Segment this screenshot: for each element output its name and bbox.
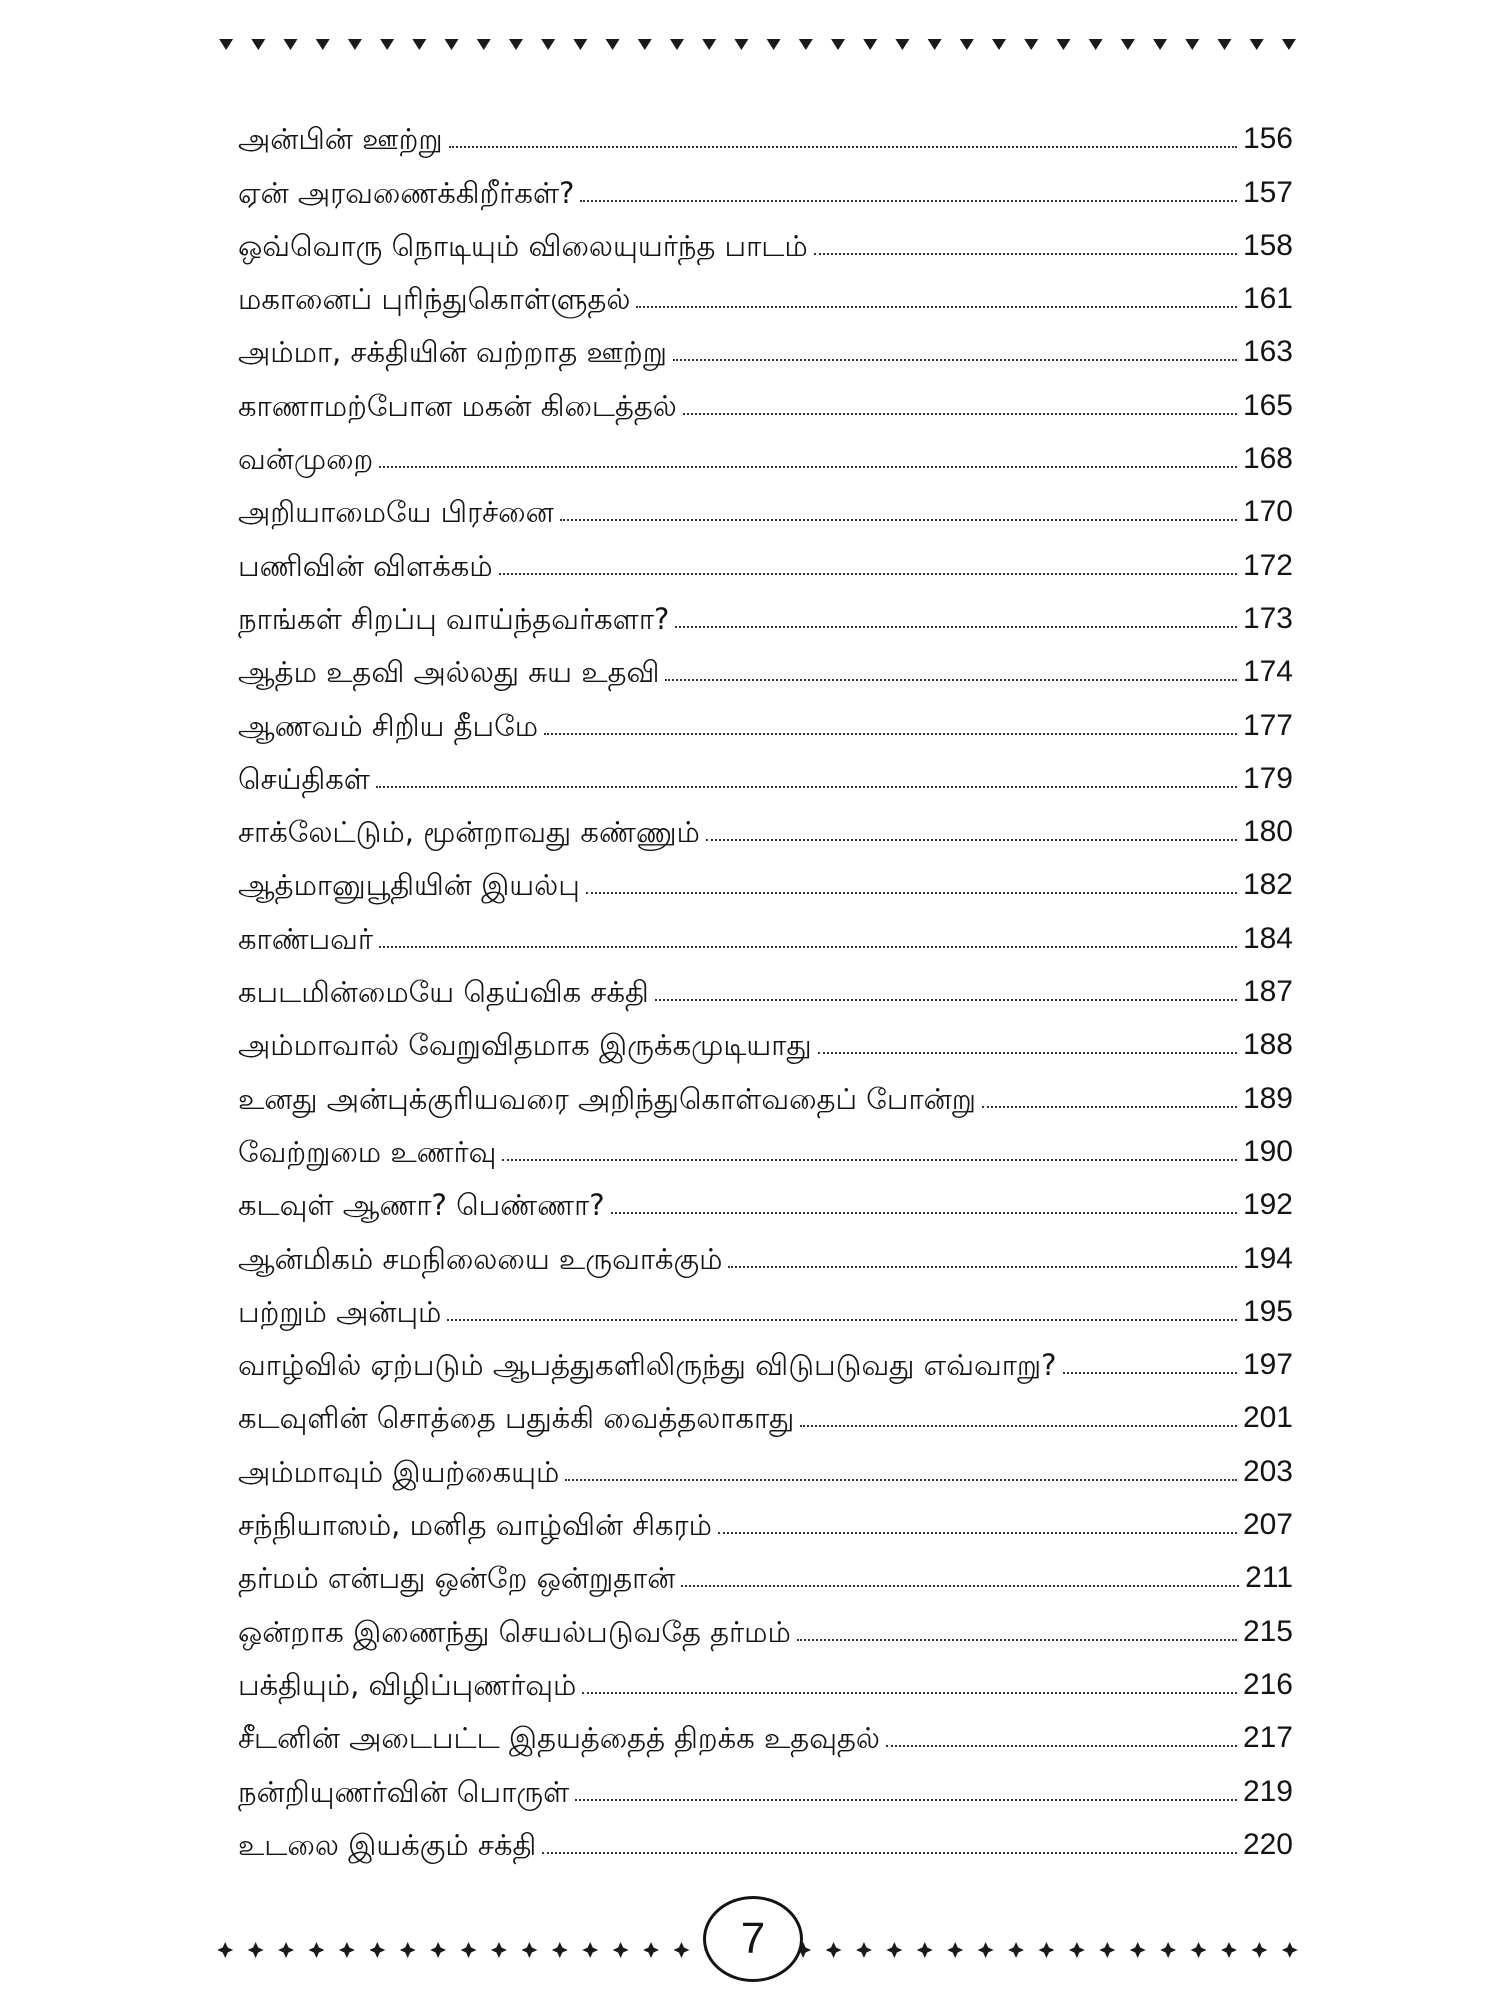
star-ornament [1130, 1942, 1146, 1958]
toc-entry-page: 217 [1242, 1721, 1293, 1755]
star-ornament [278, 1942, 294, 1958]
dot-leader [665, 679, 1236, 681]
toc-entry-page: 197 [1242, 1348, 1293, 1382]
star-ornament [826, 1942, 842, 1958]
toc-entry-title: பக்தியும், விழிப்புணர்வும் [238, 1667, 577, 1702]
dot-leader [580, 200, 1236, 202]
triangle-ornament [1089, 39, 1103, 50]
star-ornament [491, 1942, 507, 1958]
toc-entry-page: 211 [1245, 1561, 1293, 1595]
star-ornament [248, 1942, 264, 1958]
dot-leader [502, 1159, 1237, 1161]
triangle-ornament [477, 39, 491, 50]
toc-entry-title: ஒன்றாக இணைந்து செயல்படுவதே தர்மம் [238, 1614, 791, 1649]
toc-entry [238, 1329, 1293, 1382]
toc-entry [238, 1542, 1293, 1595]
toc-entry-page: 182 [1242, 868, 1293, 902]
toc-entry [238, 156, 1293, 209]
toc-entry-page: 156 [1242, 122, 1293, 156]
triangle-ornament [219, 39, 233, 50]
toc-entry-title: அன்பின் ஊற்று [238, 122, 443, 157]
dot-leader [886, 1745, 1237, 1747]
star-ornament [1251, 1942, 1267, 1958]
toc-entry [238, 529, 1293, 582]
page-number: 7 [703, 1896, 803, 1982]
toc-entry [238, 849, 1293, 902]
toc-entry-title: பற்றும் அன்பும் [238, 1294, 442, 1329]
toc-entry-title: ஒவ்வொரு நொடியும் விலையுயர்ந்த பாடம் [238, 228, 808, 263]
star-ornament [1008, 1942, 1024, 1958]
triangle-ornament [412, 39, 426, 50]
star-ornament [369, 1942, 385, 1958]
triangle-ornament [831, 39, 845, 50]
star-ornament [461, 1942, 477, 1958]
toc-entry [238, 1222, 1293, 1275]
toc-entry [238, 1435, 1293, 1488]
star-ornament [643, 1942, 659, 1958]
toc-entry-page: 201 [1242, 1401, 1293, 1435]
toc-entry [238, 423, 1293, 476]
star-ornament [856, 1942, 872, 1958]
star-ornament [886, 1942, 902, 1958]
dot-leader [544, 733, 1237, 735]
dot-leader [542, 1852, 1237, 1854]
toc-entry [238, 1809, 1293, 1862]
toc-entry-page: 207 [1242, 1508, 1293, 1542]
triangle-ornament [992, 39, 1006, 50]
toc-entry-title: ஏன் அரவணைக்கிறீர்கள்? [238, 175, 575, 210]
triangle-ornament [348, 39, 362, 50]
toc-entry-title: அறியாமையே பிரச்னை [238, 495, 554, 530]
triangle-ornament [1024, 39, 1038, 50]
toc-entry-title: அம்மாவும் இயற்கையும் [238, 1454, 560, 1489]
toc-entry-page: 188 [1242, 1028, 1293, 1062]
toc-entry [238, 1276, 1293, 1329]
star-ornament [1038, 1942, 1054, 1958]
toc-entry [238, 103, 1293, 156]
dot-leader [797, 1639, 1237, 1641]
dot-leader [499, 573, 1237, 575]
star-ornament [1221, 1942, 1237, 1958]
toc-entry [238, 1009, 1293, 1062]
toc-entry-title: காணாமற்போன மகன் கிடைத்தல் [238, 388, 677, 423]
toc-entry-title: மகானைப் புரிந்துகொள்ளுதல் [238, 282, 631, 317]
toc-entry-page: 192 [1242, 1188, 1293, 1222]
toc-entry-page: 189 [1242, 1081, 1293, 1115]
dot-leader [376, 786, 1237, 788]
toc-entry-page: 219 [1242, 1774, 1293, 1808]
triangle-ornament [1217, 39, 1231, 50]
toc-entry-title: கடவுள் ஆணா? பெண்ணா? [238, 1188, 605, 1223]
dot-leader [683, 413, 1237, 415]
triangle-ornament [1282, 39, 1296, 50]
toc-entry [238, 902, 1293, 955]
star-ornament [1191, 1942, 1207, 1958]
triangle-ornament [1153, 39, 1167, 50]
toc-entry [238, 263, 1293, 316]
toc-entry-title: அம்மாவால் வேறுவிதமாக இருக்கமுடியாது [238, 1028, 812, 1063]
star-ornament [917, 1942, 933, 1958]
triangle-ornament [767, 39, 781, 50]
star-ornament [552, 1942, 568, 1958]
triangle-ornament [895, 39, 909, 50]
toc-entry-page: 184 [1242, 921, 1293, 955]
star-ornament [339, 1942, 355, 1958]
dot-leader [718, 1532, 1237, 1534]
toc-entry-title: ஆத்ம உதவி அல்லது சுய உதவி [238, 655, 660, 690]
triangle-ornament [799, 39, 813, 50]
toc-entry [238, 583, 1293, 636]
toc-entry-page: 187 [1242, 975, 1293, 1009]
top-ornament-border [210, 28, 1305, 60]
toc-entry-page: 216 [1242, 1667, 1293, 1701]
toc-entry [238, 689, 1293, 742]
triangle-ornament [284, 39, 298, 50]
triangle-ornament [1121, 39, 1135, 50]
toc-entry-title: ஆணவம் சிறிய தீபமே [238, 708, 539, 743]
star-ornament [1099, 1942, 1115, 1958]
star-ornament [430, 1942, 446, 1958]
dot-leader [818, 1052, 1237, 1054]
toc-entry-page: 172 [1242, 548, 1293, 582]
toc-entry-title: வேற்றுமை உணர்வு [238, 1134, 497, 1169]
toc-entry [238, 796, 1293, 849]
triangle-ornament [928, 39, 942, 50]
dot-leader [379, 946, 1237, 948]
star-ornament [400, 1942, 416, 1958]
toc-entry-title: உடலை இயக்கும் சக்தி [238, 1827, 537, 1862]
triangle-ornament [541, 39, 555, 50]
dot-leader [1063, 1372, 1237, 1374]
toc-entry-page: 177 [1242, 708, 1293, 742]
toc-entry-title: சந்நியாஸம், மனித வாழ்வின் சிகரம் [238, 1508, 712, 1543]
triangle-ornament [316, 39, 330, 50]
toc-entry-page: 170 [1242, 495, 1293, 529]
triangle-ornament [1056, 39, 1070, 50]
toc-entry-title: சீடனின் அடைபட்ட இதயத்தைத் திறக்க உதவுதல் [238, 1721, 880, 1756]
dot-leader [560, 519, 1237, 521]
star-ornament [978, 1942, 994, 1958]
dot-leader [636, 306, 1237, 308]
toc-entry-page: 180 [1242, 815, 1293, 849]
triangle-ornament [960, 39, 974, 50]
toc-entry [238, 476, 1293, 529]
toc-entry [238, 1649, 1293, 1702]
triangle-ornament [734, 39, 748, 50]
dot-leader [586, 892, 1237, 894]
dot-leader [706, 839, 1237, 841]
dot-leader [655, 999, 1237, 1001]
triangle-ornament [251, 39, 265, 50]
star-ornament [1069, 1942, 1085, 1958]
triangle-ornament [573, 39, 587, 50]
toc-entry [238, 1702, 1293, 1755]
dot-leader [449, 146, 1237, 148]
toc-entry [238, 1116, 1293, 1169]
toc-entry-title: தர்மம் என்பது ஒன்றே ஒன்றுதான் [238, 1561, 676, 1596]
star-ornament [521, 1942, 537, 1958]
toc-entry-title: சாக்லேட்டும், மூன்றாவது கண்ணும் [238, 815, 700, 850]
triangle-ornament [509, 39, 523, 50]
toc-entry-page: 203 [1242, 1454, 1293, 1488]
toc-entry-page: 157 [1242, 175, 1293, 209]
toc-entry [238, 1382, 1293, 1435]
toc-entry [238, 210, 1293, 263]
toc-entry-title: வன்முறை [238, 442, 374, 477]
toc-entry-title: கடவுளின் சொத்தை பதுக்கி வைத்தலாகாது [238, 1401, 795, 1436]
toc-entry [238, 956, 1293, 1009]
dot-leader [575, 1799, 1237, 1801]
dot-leader [611, 1212, 1237, 1214]
dot-leader [447, 1319, 1237, 1321]
dot-leader [582, 1692, 1237, 1694]
toc-entry [238, 316, 1293, 369]
toc-entry-title: வாழ்வில் ஏற்படும் ஆபத்துகளிலிருந்து விடுபடுவது எவ்வாறு? [238, 1348, 1057, 1383]
dot-leader [673, 359, 1237, 361]
toc-entry-page: 168 [1242, 442, 1293, 476]
toc-entry [238, 636, 1293, 689]
toc-entry-page: 163 [1242, 335, 1293, 369]
toc-entry [238, 743, 1293, 796]
dot-leader [675, 626, 1237, 628]
toc-entry [238, 1062, 1293, 1115]
toc-entry-title: செய்திகள் [238, 761, 370, 796]
star-ornament [582, 1942, 598, 1958]
toc-entry [238, 1755, 1293, 1808]
star-ornament [1160, 1942, 1176, 1958]
toc-entry-title: உனது அன்புக்குரியவரை அறிந்துகொள்வதைப் போன்று [238, 1081, 976, 1116]
toc-entry-page: 173 [1242, 601, 1293, 635]
toc-entry-page: 194 [1242, 1241, 1293, 1275]
star-ornament [947, 1942, 963, 1958]
dot-leader [800, 1425, 1237, 1427]
triangle-ornament [702, 39, 716, 50]
toc-entry-page: 165 [1242, 388, 1293, 422]
triangle-ornament [638, 39, 652, 50]
dot-leader [982, 1106, 1237, 1108]
triangle-ornament [863, 39, 877, 50]
toc-entry-title: நன்றியுணர்வின் பொருள் [238, 1774, 570, 1809]
dot-leader [565, 1479, 1237, 1481]
star-ornament [308, 1942, 324, 1958]
toc-entry-page: 179 [1242, 761, 1293, 795]
dot-leader [728, 1266, 1236, 1268]
star-ornament [613, 1942, 629, 1958]
star-ornament [673, 1942, 689, 1958]
toc-entry-title: பணிவின் விளக்கம் [238, 548, 493, 583]
toc-entry-page: 161 [1242, 282, 1293, 316]
toc-entry-title: ஆத்மானுபூதியின் இயல்பு [238, 868, 580, 903]
toc-entry-page: 195 [1242, 1294, 1293, 1328]
toc-entry [238, 1595, 1293, 1648]
toc-entry-title: நாங்கள் சிறப்பு வாய்ந்தவர்களா? [238, 601, 670, 636]
toc-entry-title: ஆன்மிகம் சமநிலையை உருவாக்கும் [238, 1241, 723, 1276]
triangle-ornament [606, 39, 620, 50]
triangle-ornament [1185, 39, 1199, 50]
triangle-ornament [380, 39, 394, 50]
toc-entry-title: அம்மா, சக்தியின் வற்றாத ஊற்று [238, 335, 667, 370]
toc-entry-page: 215 [1242, 1614, 1293, 1648]
toc-entry-title: கபடமின்மையே தெய்விக சக்தி [238, 975, 649, 1010]
dot-leader [379, 466, 1237, 468]
table-of-contents [238, 103, 1293, 1862]
toc-entry [238, 1169, 1293, 1222]
triangle-ornament [1250, 39, 1264, 50]
dot-leader [814, 253, 1237, 255]
toc-entry [238, 369, 1293, 422]
star-ornament [1282, 1942, 1298, 1958]
toc-entry-page: 158 [1242, 228, 1293, 262]
dot-leader [681, 1585, 1239, 1587]
toc-entry-page: 190 [1242, 1134, 1293, 1168]
toc-entry-title: காண்பவர் [238, 921, 374, 956]
toc-entry [238, 1489, 1293, 1542]
toc-entry-page: 220 [1242, 1827, 1293, 1861]
triangle-ornament [670, 39, 684, 50]
toc-entry-page: 174 [1242, 655, 1293, 689]
star-ornament [217, 1942, 233, 1958]
triangle-ornament [445, 39, 459, 50]
